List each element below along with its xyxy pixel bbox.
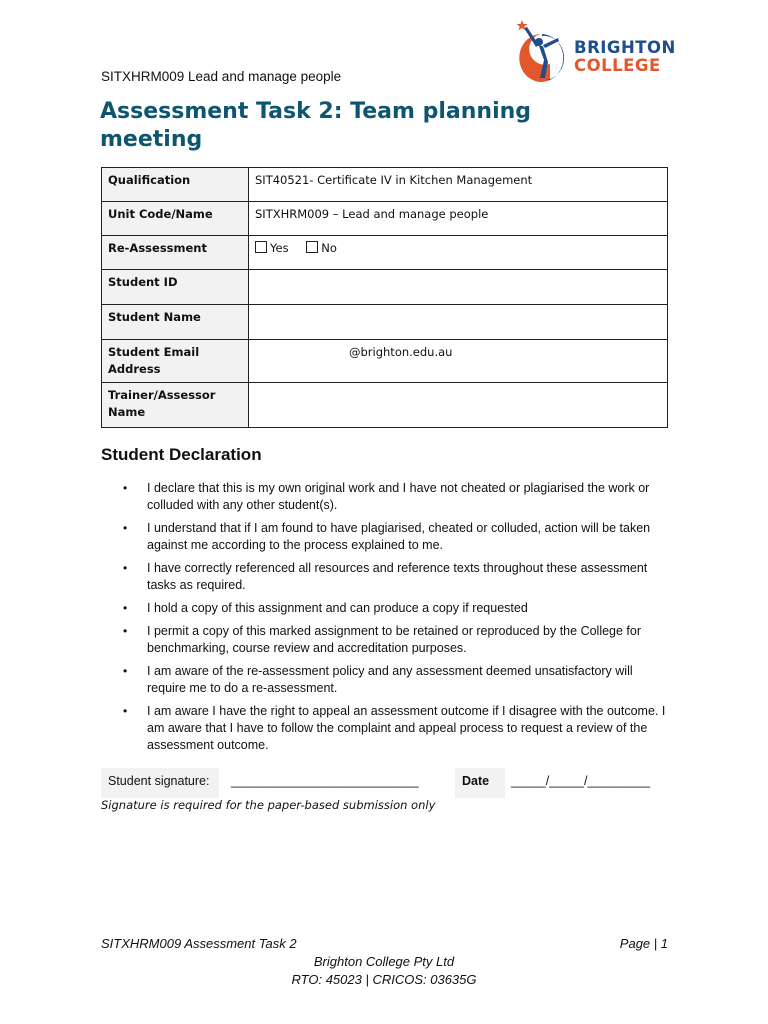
signature-note: Signature is required for the paper-based submission only xyxy=(101,798,436,812)
declaration-text: I permit a copy of this marked assignment to be retained or reproduced by the College for benchmarking, course review and accreditation purposes. xyxy=(147,624,642,655)
list-item xyxy=(123,703,671,754)
unit-code-value: SITXHRM009 – Lead and manage people xyxy=(249,202,668,236)
trainer-assessor-field[interactable] xyxy=(249,383,668,428)
declaration-text: I am aware of the re-assessment policy and any assessment deemed unsatisfactory will require me to do a re-assessment. xyxy=(147,664,633,695)
page-title: Assessment Task 2: Team planning meeting xyxy=(100,99,532,152)
table-row xyxy=(102,270,668,305)
student-email-field[interactable] xyxy=(249,340,668,383)
student-name-label: Student Name xyxy=(102,305,249,340)
footer-page-number: Page | 1 xyxy=(619,936,668,951)
footer-company: Brighton College Pty Ltd xyxy=(313,954,455,969)
student-signature-label: Student signature: xyxy=(101,768,219,798)
bullet-icon: • xyxy=(123,601,128,615)
list-item xyxy=(123,600,671,617)
signature-line[interactable]: ___________________________ xyxy=(231,774,419,788)
header-unit-title: SITXHRM009 Lead and manage people xyxy=(101,69,342,84)
declaration-text: I am aware I have the right to appeal an assessment outcome if I disagree with the outcome. I am aware that I have to follow the complaint and appeal process to request a review of the assessment outcome. xyxy=(147,704,666,752)
table-row xyxy=(102,202,668,236)
table-row xyxy=(102,383,668,428)
table-row xyxy=(102,305,668,340)
declaration-text: I understand that if I am found to have plagiarised, cheated or colluded, action will be taken against me according to the process explained to me. xyxy=(147,521,651,552)
no-label: No xyxy=(321,241,337,255)
bullet-icon: • xyxy=(123,664,128,678)
table-row xyxy=(102,236,668,270)
list-item xyxy=(123,520,671,554)
declaration-list xyxy=(101,480,671,760)
bullet-icon: • xyxy=(123,561,128,575)
table-row xyxy=(102,168,668,202)
bullet-icon: • xyxy=(123,624,128,638)
re-assessment-no-option[interactable] xyxy=(306,241,337,255)
declaration-text: I have correctly referenced all resources and reference texts throughout these assessment tasks as required. xyxy=(147,561,648,592)
qualification-label: Qualification xyxy=(102,168,249,202)
bullet-icon: • xyxy=(123,521,128,535)
signature-row xyxy=(101,768,668,798)
student-name-field[interactable] xyxy=(249,305,668,340)
email-domain-text: @brighton.edu.au xyxy=(349,345,453,359)
unit-code-label: Unit Code/Name xyxy=(102,202,249,236)
student-id-field[interactable] xyxy=(249,270,668,305)
declaration-heading: Student Declaration xyxy=(101,445,262,464)
re-assessment-yes-option[interactable] xyxy=(255,241,289,255)
yes-label: Yes xyxy=(270,241,289,255)
bullet-icon: • xyxy=(123,704,128,718)
date-line[interactable]: _____/_____/_________ xyxy=(511,774,651,788)
re-assessment-options xyxy=(249,236,668,270)
list-item xyxy=(123,480,671,514)
list-item xyxy=(123,560,671,594)
footer-rto: RTO: 45023 | CRICOS: 03635G xyxy=(291,972,477,987)
list-item xyxy=(123,623,671,657)
re-assessment-label: Re-Assessment xyxy=(102,236,249,270)
declaration-text: I declare that this is my own original work and I have not cheated or plagiarised the work or colluded with any other student(s). xyxy=(147,481,650,512)
brighton-college-logo xyxy=(510,16,690,90)
date-label: Date xyxy=(455,768,505,798)
declaration-text: I hold a copy of this assignment and can produce a copy if requested xyxy=(147,601,528,615)
logo-emblem-icon xyxy=(510,16,574,90)
student-email-label: Student Email Address xyxy=(102,340,249,383)
table-row xyxy=(102,340,668,383)
qualification-value: SIT40521- Certificate IV in Kitchen Management xyxy=(249,168,668,202)
student-info-table xyxy=(101,167,668,428)
no-checkbox[interactable] xyxy=(306,241,318,253)
footer-left: SITXHRM009 Assessment Task 2 xyxy=(101,936,297,951)
logo-text-brighton: BRIGHTON xyxy=(574,38,676,57)
trainer-assessor-label: Trainer/Assessor Name xyxy=(102,383,249,428)
yes-checkbox[interactable] xyxy=(255,241,267,253)
logo-text-college: COLLEGE xyxy=(574,56,661,75)
bullet-icon: • xyxy=(123,481,128,495)
student-id-label: Student ID xyxy=(102,270,249,305)
list-item xyxy=(123,663,671,697)
